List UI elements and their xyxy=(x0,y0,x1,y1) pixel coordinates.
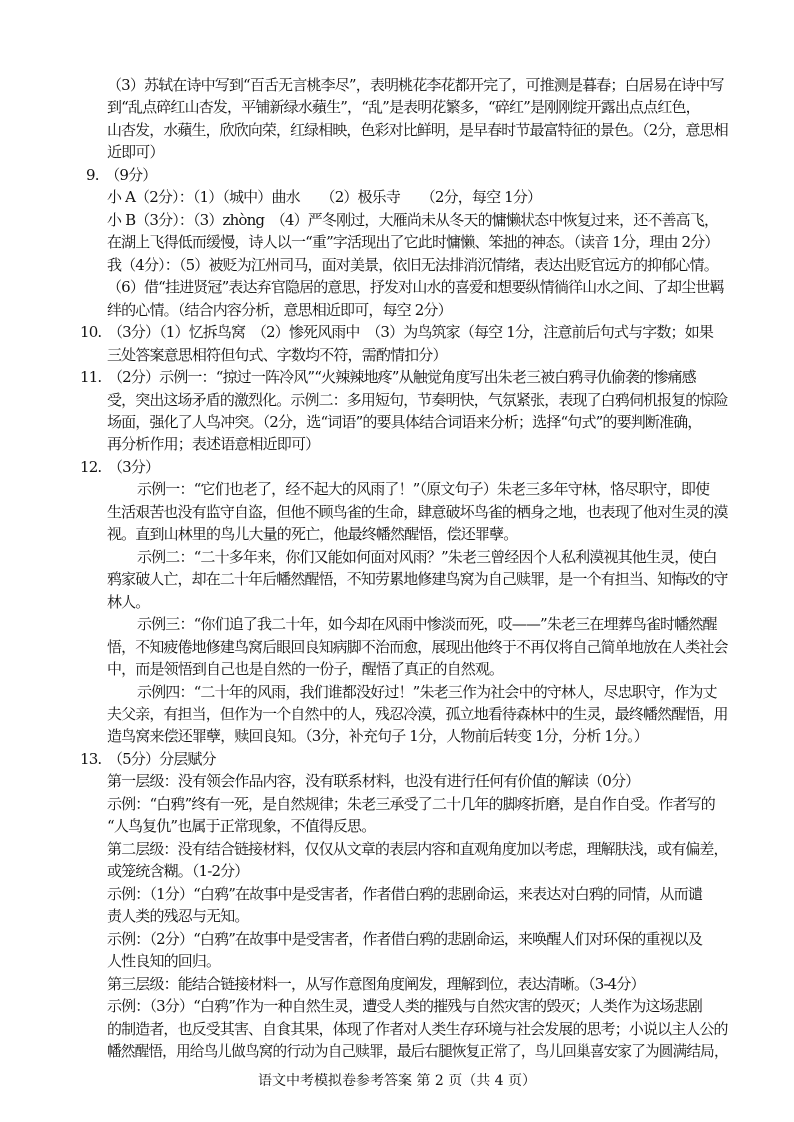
question-heading: 10. （3分）（1）忆拆鸟窝 （2）惨死风雨中 （3）为鸟筑家（每空 1分，注意前后句式与字数；如果 xyxy=(80,323,713,341)
text-line: （3）苏轼在诗中写到“百舌无言桃李尽”，表明桃花李花都开完了，可推测是暮春；白居易在诗中写 xyxy=(107,76,724,94)
text-line: 中，而是领悟到自己也是自然的一份子，醒悟了真正的自然观。 xyxy=(107,660,504,678)
text-line: 三处答案意思相符但句式、字数均不符，需酌情扣分） xyxy=(107,346,447,364)
text-line: 小 B（3分）：（3）zhòng （4）严冬刚过，大雁尚未从冬天的慵懒状态中恢复过来，还不善高飞， xyxy=(107,211,719,229)
text-line: 生活艰苦也没有监守自盗，但他不顾鸟雀的生命，肆意破坏鸟雀的栖身之地，也表现了他对生灵的漠 xyxy=(107,503,728,521)
question-heading: 9. （9分） xyxy=(86,166,157,184)
text-line: 造鸟窝来偿还罪孽，赎回良知。（3分，补充句子 1分，人物前后转变 1分，分析 1分。） xyxy=(107,727,648,745)
text-line: 人性良知的回归。 xyxy=(107,952,221,970)
text-line: 第三层级：能结合链接材料一，从写作意图角度阐发，理解到位，表达清晰。（3-4分） xyxy=(107,975,645,993)
text-line: 的制造者，也反受其害、自食其果，体现了作者对人类生存环境与社会发展的思考；小说以主人公的 xyxy=(107,1020,728,1038)
text-line: 示例：（3分）“白鸦”作为一种自然生灵，遭受人类的摧残与自然灾害的毁灭；人类作为这场悲剧 xyxy=(107,997,702,1015)
question-heading: 11. （2分）示例一：“掠过一阵冷风”“火辣辣地疼”从触觉角度写出朱老三被白鸦寻仇偷袭的惨痛感 xyxy=(80,368,696,386)
text-line: 鸦家破人亡，却在二十年后幡然醒悟，不知劳累地修建鸟窝为自己赎罪，是一个有担当、知悔改的守 xyxy=(107,570,728,588)
text-line: 示例三：“你们追了我二十年，如今却在风雨中惨淡而死，哎——”朱老三在埋葬鸟雀时幡然醒 xyxy=(137,615,717,633)
text-line: 悟，不知疲倦地修建鸟窝后眼回良知病脚不治而愈，展现出他终于不再仅将自己简单地放在人类社会 xyxy=(107,638,728,656)
text-line: 绊的心情。（结合内容分析，意思相近即可，每空 2分） xyxy=(107,301,452,319)
text-line: 在湖上飞得低而缓慢，诗人以一“重”字活现出了它此时慵懒、笨拙的神态。（读音 1分，理由 2分） xyxy=(107,233,719,251)
text-line: 山杏发，水蘋生，欣欣向荣，红绿相映，色彩对比鲜明，是早春时节最富特征的景色。（2分，意思相 xyxy=(107,121,728,139)
text-line: 示例四：“二十年的风雨，我们谁都没好过！”朱老三作为社会中的守林人，尽忠职守，作为丈 xyxy=(137,683,717,701)
text-line: 示例一：“它们也老了，经不起大的风雨了！”（原文句子）朱老三多年守林，恪尽职守，即使 xyxy=(137,480,710,498)
text-line: 夫父亲，有担当，但作为一个自然中的人，残忍冷漠，孤立地看待森林中的生灵，最终幡然醒悟，用 xyxy=(107,705,728,723)
text-line: 我（4分）：（5）被贬为江州司马，面对美景，依旧无法排消沉情绪，表达出贬官远方的抑郁心情。 xyxy=(107,256,718,274)
text-line: 第一层级：没有领会作品内容，没有联系材料，也没有进行任何有价值的解读（0分） xyxy=(107,772,640,790)
text-line: 小 A（2分）：（1）（城中）曲水 （2）极乐寺 （2分，每空 1分） xyxy=(107,188,542,206)
text-line: 第二层级：没有结合链接材料，仅仅从文章的表层内容和直观角度加以考虑，理解肤浅，或有偏差， xyxy=(107,840,728,858)
text-line: 责人类的残忍与无知。 xyxy=(107,907,249,925)
text-line: 到“乱点碎红山杏发，平铺新绿水蘋生”，“乱”是表明花繁多，“碎红”是刚刚绽开露出点点红色， xyxy=(107,98,700,116)
text-line: 再分析作用；表述语意相近即可） xyxy=(107,435,320,453)
text-line: 示例：“白鸦”终有一死，是自然规律；朱老三承受了二十几年的脚疼折磨，是自作自受。作者写的 xyxy=(107,795,715,813)
text-line: “人鸟复仇”也属于正常现象，不值得反思。 xyxy=(107,817,376,835)
text-line: 视。直到山林里的鸟儿大量的死亡，他最终幡然醒悟，偿还罪孽。 xyxy=(107,525,518,543)
text-line: 示例二：“二十多年来，你们又能如何面对风雨？”朱老三曾经因个人私利漠视其他生灵，使白 xyxy=(137,548,717,566)
question-heading: 13. （5分）分层赋分 xyxy=(80,750,216,768)
page-footer: 语文中考模拟卷参考答案 第 2 页（共 4 页） xyxy=(257,1073,537,1089)
text-line: 林人。 xyxy=(107,593,150,611)
text-line: 受，突出这场矛盾的激烈化。示例二：多用短句，节奏明快，气氛紧张，表现了白鸦伺机报复的惊险 xyxy=(107,391,728,409)
text-line: 场面，强化了人鸟冲突。（2分，选“词语”的要具体结合词语来分析；选择“句式”的要判断准确， xyxy=(107,413,702,431)
text-line: 近即可） xyxy=(107,143,164,161)
text-line: 或笼统含糊。（1-2分） xyxy=(107,862,249,880)
text-line: 示例：（1分）“白鸦”在故事中是受害者，作者借白鸦的悲剧命运，来表达对白鸦的同情，从而谴 xyxy=(107,885,702,903)
text-line: （6）借“挂进贤冠”表达弃官隐居的意思，抒发对山水的喜爱和想要纵情徜徉山水之间、了却尘世羁 xyxy=(107,278,724,296)
text-line: 示例：（2分）“白鸦”在故事中是受害者，作者借白鸦的悲剧命运，来唤醒人们对环保的重视以及 xyxy=(107,930,702,948)
question-heading: 12. （3分） xyxy=(80,458,160,476)
text-line: 幡然醒悟，用给鸟儿做鸟窝的行动为自己赎罪，最后右腿恢复正常了，鸟儿回巢喜安家了为圆满结局， xyxy=(107,1042,728,1060)
